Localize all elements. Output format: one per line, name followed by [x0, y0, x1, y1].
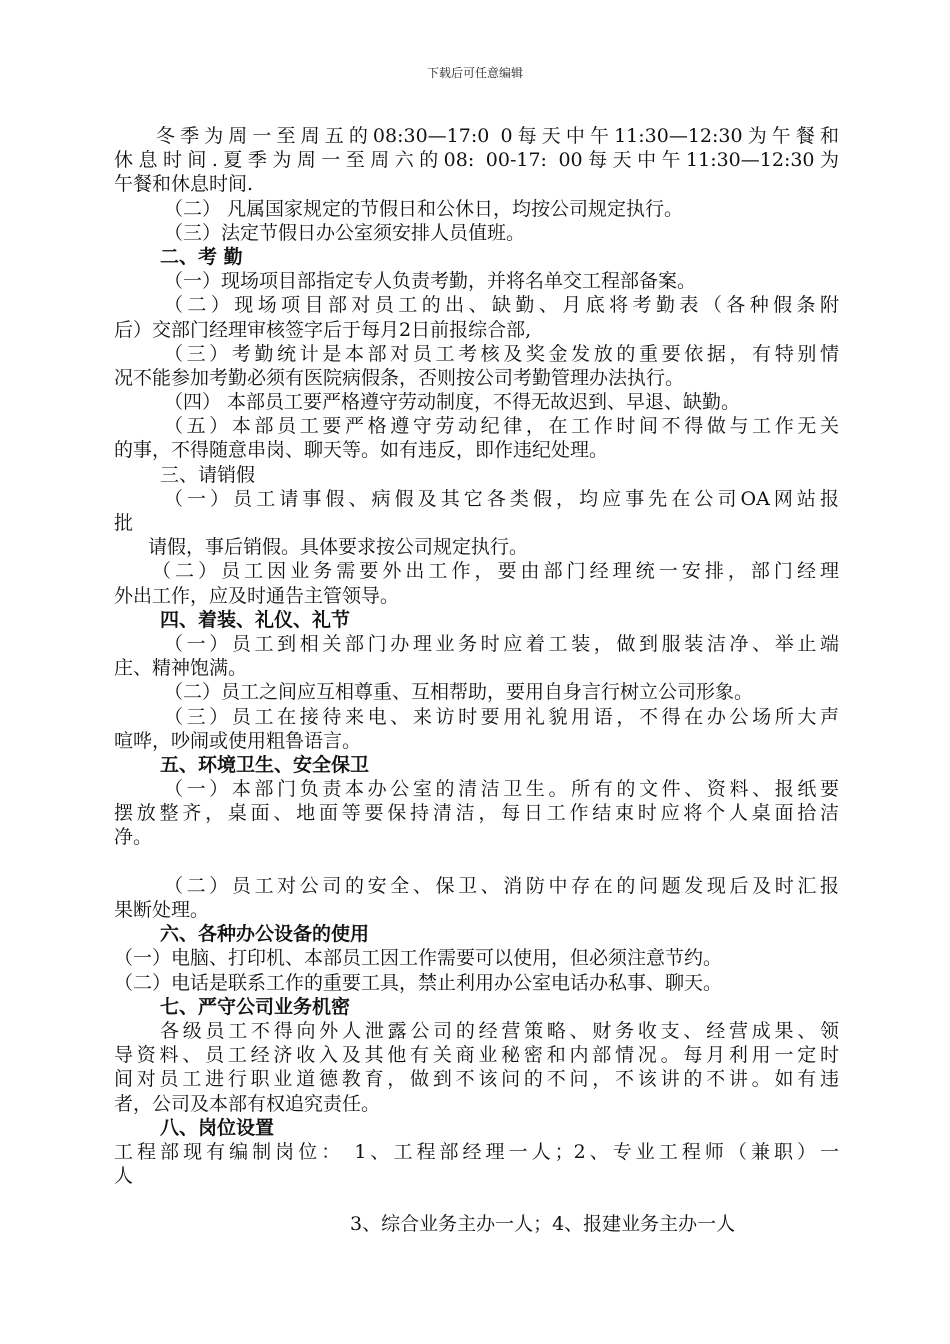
text-line: 的事，不得随意串岗、聊天等。如有违反，即作违纪处理。	[114, 439, 609, 462]
text-line: （一）电脑、打印机、本部员工因工作需要可以使用，但必须注意节约。	[114, 947, 723, 970]
text-line: 批	[114, 512, 134, 534]
text-line: 导资料、员工经济收入及其他有关商业秘密和内部情况。每月利用一定时	[114, 1044, 839, 1067]
text-line: （二）员工因业务需要外出工作，要由部门经理统一安排，部门经理	[152, 560, 839, 583]
text-line: （二）现场项目部对员工的出、缺勤、月底将考勤表（各种假条附	[164, 294, 839, 317]
text-line: 间对员工进行职业道德教育，做到不该问的不问，不该讲的不讲。如有违	[114, 1068, 839, 1091]
text-line: （五）本部员工要严格遵守劳动纪律，在工作时间不得做与工作无关	[164, 415, 839, 438]
text-line: （一）本部门负责本办公室的清洁卫生。所有的文件、资料、报纸要	[164, 778, 839, 801]
text-line: （一）现场项目部指定专人负责考勤，并将名单交工程部备案。	[164, 270, 697, 293]
text-line: 人	[114, 1165, 134, 1188]
text-line: 后）交部门经理审核签字后于每月2日前报综合部,	[114, 318, 532, 341]
text-line: （一）员工请事假、病假及其它各类假，均应事先在公司OA网站报	[164, 487, 839, 510]
text-line: 3、综合业务主办一人；4、报建业务主办一人	[350, 1213, 736, 1236]
text-line: 午餐和休息时间.	[114, 173, 254, 196]
text-line: （二） 凡属国家规定的节假日和公休日，均按公司规定执行。	[164, 197, 684, 220]
section-heading: 六、各种办公设备的使用	[160, 923, 370, 946]
text-line: （二）电话是联系工作的重要工具，禁止利用办公室电话办私事、聊天。	[114, 971, 723, 994]
text-line: 果断处理。	[114, 899, 210, 921]
text-line: 三、请销假	[160, 463, 256, 486]
section-heading: 二、考 勤	[160, 245, 243, 268]
text-line: 冬季为周一至周五的08:30—17:0 0每天中午11:30—12:30为午餐和	[156, 125, 839, 147]
text-line: （三）考勤统计是本部对员工考核及奖金发放的重要依据，有特别情	[164, 342, 839, 365]
text-line: （二）员工之间应互相尊重、互相帮助，要用自身言行树立公司形象。	[164, 681, 754, 704]
text-line	[114, 850, 839, 874]
text-line: （一）员工到相关部门办理业务时应着工装，做到服装洁净、举止端	[164, 632, 839, 655]
section-heading: 七、严守公司业务机密	[160, 995, 351, 1018]
text-line: （二）员工对公司的安全、保卫、消防中存在的问题发现后及时汇报	[164, 874, 839, 897]
text-line: 各级员工不得向外人泄露公司的经营策略、财务收支、经营成果、领	[160, 1019, 839, 1042]
document-body	[114, 124, 839, 1237]
text-line: （三）法定节假日办公室须安排人员值班。	[164, 221, 526, 244]
text-line: 者，公司及本部有权追究责任。	[114, 1092, 381, 1115]
text-line: 况不能参加考勤必须有医院病假条，否则按公司考勤管理办法执行。	[114, 366, 685, 389]
section-heading: 八、岗位设置	[160, 1116, 275, 1139]
text-line: 摆放整齐，桌面、地面等要保持清洁，每日工作结束时应将个人桌面拾洁	[114, 802, 839, 825]
text-line: （三）员工在接待来电、来访时要用礼貌用语，不得在办公场所大声	[164, 705, 839, 728]
section-heading: 四、着装、礼仪、礼节	[160, 608, 351, 631]
text-line: 工程部现有编制岗位： 1、工程部经理一人；2、专业工程师（兼职）一	[114, 1140, 839, 1163]
text-line: 请假，事后销假。具体要求按公司规定执行。	[148, 536, 529, 559]
text-line: 休息时间.夏季为周一至周六的08: 00-17: 00每天中午11:30—12:30为	[114, 149, 839, 172]
section-heading: 五、环境卫生、安全保卫	[160, 753, 370, 776]
text-line: （四） 本部员工要严格遵守劳动制度，不得无故迟到、早退、缺勤。	[164, 391, 741, 414]
text-line: 外出工作，应及时通告主管领导。	[114, 584, 400, 607]
text-line: 庄、精神饱满。	[114, 657, 248, 680]
text-line: 净。	[114, 826, 153, 849]
page-header: 下载后可任意编辑	[426, 66, 523, 80]
text-line: 喧哗，吵闹或使用粗鲁语言。	[114, 729, 362, 752]
text-line	[114, 1188, 839, 1212]
